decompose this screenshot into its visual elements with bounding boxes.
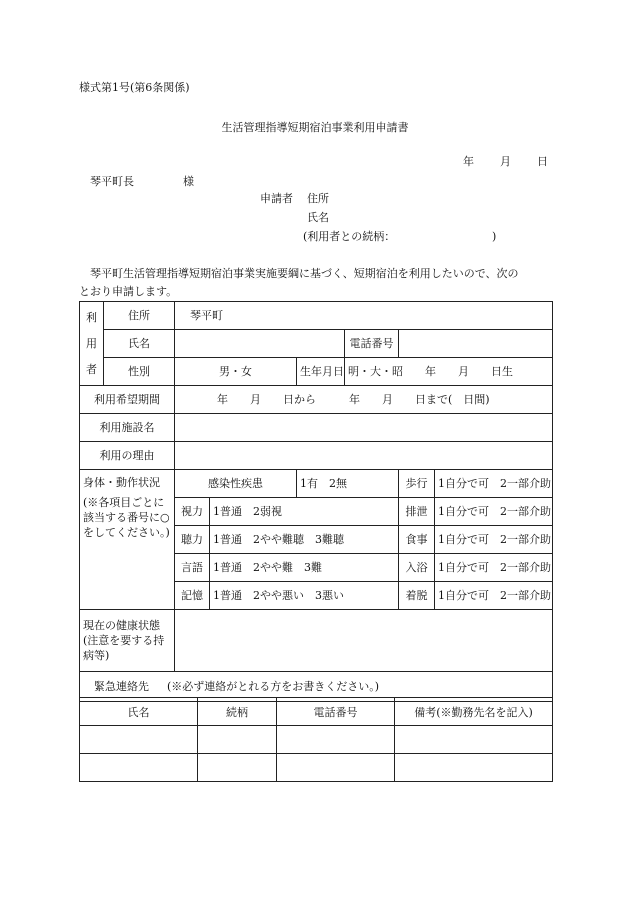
hearing-options[interactable]: 1普通 2やや難聴 3難聴 xyxy=(210,526,399,554)
walking-label: 歩行 xyxy=(399,470,435,498)
user-phone-field[interactable] xyxy=(399,330,553,358)
birthdate-field[interactable]: 明・大・昭 年 月 日生 xyxy=(345,358,553,386)
page-title: 生活管理指導短期宿泊事業利用申請書 xyxy=(221,121,409,134)
user-label: 利 用 者 xyxy=(80,302,104,386)
date-day-label: 日 xyxy=(537,155,548,168)
infection-options[interactable]: 1有 2無 xyxy=(297,470,399,498)
intro-line-1: 琴平町生活管理指導短期宿泊事業実施要綱に基づく、短期宿泊を利用したいので、次の xyxy=(90,267,519,280)
contact-notes-field[interactable] xyxy=(395,754,553,782)
health-status-field[interactable] xyxy=(175,610,553,672)
relation-close: ) xyxy=(492,230,497,243)
user-address-label: 住所 xyxy=(104,302,175,330)
health-status-label: 現在の健康状態(注意を要する持病等) xyxy=(80,610,175,672)
emergency-contact-label: 緊急連絡先 xyxy=(94,680,149,693)
applicant-address-label: 住所 xyxy=(307,192,329,205)
hearing-label: 聴力 xyxy=(175,526,210,554)
user-address-field[interactable] xyxy=(175,302,553,330)
vision-label: 視力 xyxy=(175,498,210,526)
contacts-header-name: 氏名 xyxy=(80,698,198,726)
contacts-header-relation: 続柄 xyxy=(198,698,277,726)
physical-status-cell xyxy=(80,470,175,610)
user-name-label: 氏名 xyxy=(104,330,175,358)
memory-label: 記憶 xyxy=(175,582,210,610)
facility-label: 利用施設名 xyxy=(80,414,175,442)
application-form-table xyxy=(79,301,553,702)
physical-status-note: (※各項目ごとに該当する番号に○をしてください。) xyxy=(83,496,170,539)
honorific: 様 xyxy=(183,175,194,188)
user-address-value: 琴平町 xyxy=(190,309,223,322)
emergency-contact-note: (※必ず連絡がとれる方をお書きください。) xyxy=(167,680,380,693)
reason-label: 利用の理由 xyxy=(80,442,175,470)
contact-name-field[interactable] xyxy=(80,726,198,754)
intro-line-2: とおり申請します。 xyxy=(79,285,178,298)
bathing-options[interactable]: 1自分で可 2一部介助 xyxy=(435,554,553,582)
contact-relation-field[interactable] xyxy=(198,754,277,782)
form-number: 様式第1号(第6条関係) xyxy=(79,81,190,94)
emergency-contacts-table xyxy=(79,697,553,782)
user-name-field[interactable] xyxy=(175,330,345,358)
speech-label: 言語 xyxy=(175,554,210,582)
physical-status-label: 身体・動作状況 xyxy=(83,476,160,489)
walking-options[interactable]: 1自分で可 2一部介助 xyxy=(435,470,553,498)
contact-phone-field[interactable] xyxy=(277,754,395,782)
gender-options[interactable]: 男・女 xyxy=(175,358,297,386)
birthdate-label: 生年月日 xyxy=(297,358,345,386)
infection-label: 感染性疾患 xyxy=(175,470,297,498)
eating-label: 食事 xyxy=(399,526,435,554)
dressing-options[interactable]: 1自分で可 2一部介助 xyxy=(435,582,553,610)
contacts-row xyxy=(80,726,553,754)
eating-options[interactable]: 1自分で可 2一部介助 xyxy=(435,526,553,554)
contact-name-field[interactable] xyxy=(80,754,198,782)
excretion-options[interactable]: 1自分で可 2一部介助 xyxy=(435,498,553,526)
period-field[interactable]: 年 月 日から 年 月 日まで( 日間) xyxy=(175,386,553,414)
contacts-header-notes: 備考(※勤務先名を記入) xyxy=(395,698,553,726)
contact-notes-field[interactable] xyxy=(395,726,553,754)
vision-options[interactable]: 1普通 2弱視 xyxy=(210,498,399,526)
date-month-label: 月 xyxy=(500,155,511,168)
speech-options[interactable]: 1普通 2やや難 3難 xyxy=(210,554,399,582)
contacts-header-phone: 電話番号 xyxy=(277,698,395,726)
relation-label: (利用者との続柄： xyxy=(303,230,396,243)
reason-field[interactable] xyxy=(175,442,553,470)
applicant-label: 申請者 xyxy=(260,192,293,205)
contact-relation-field[interactable] xyxy=(198,726,277,754)
dressing-label: 着脱 xyxy=(399,582,435,610)
date-year-label: 年 xyxy=(463,155,474,168)
memory-options[interactable]: 1普通 2やや悪い 3悪い xyxy=(210,582,399,610)
period-label: 利用希望期間 xyxy=(80,386,175,414)
bathing-label: 入浴 xyxy=(399,554,435,582)
facility-field[interactable] xyxy=(175,414,553,442)
excretion-label: 排泄 xyxy=(399,498,435,526)
applicant-name-label: 氏名 xyxy=(307,211,329,224)
contacts-row xyxy=(80,754,553,782)
contact-phone-field[interactable] xyxy=(277,726,395,754)
addressee: 琴平町長 xyxy=(90,175,134,188)
gender-label: 性別 xyxy=(104,358,175,386)
user-phone-label: 電話番号 xyxy=(345,330,399,358)
